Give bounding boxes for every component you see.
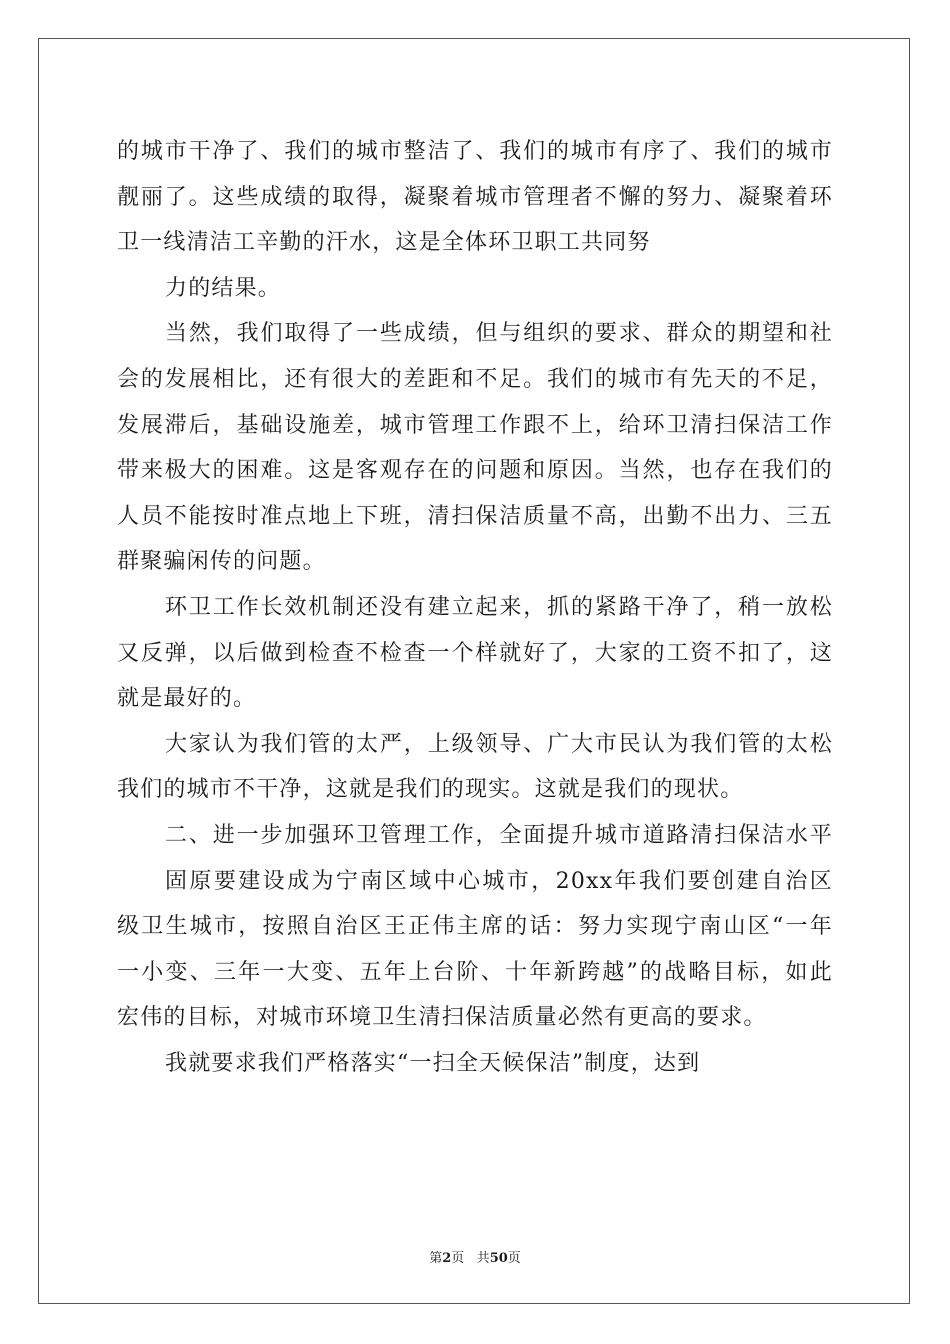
text-line: 力的结果。 [165, 275, 282, 301]
total-unit: 页 [507, 1251, 521, 1266]
text-line: 群聚骗闲传的问题。 [117, 549, 326, 575]
text-line: 又反弹，以后做到检查不检查一个样就好了，大家的工资不扣了，这 [117, 640, 833, 666]
text-line: 带来极大的困难。这是客观存在的问题和原因。当然，也存在我们的 [117, 458, 833, 484]
text-line: 一小变、三年一大变、五年上台阶、十年新跨越”的战略目标，如此 [117, 959, 833, 985]
text-line: 二、进一步加强环卫管理工作，全面提升城市道路清扫保洁水平 [165, 822, 833, 848]
text-line: 我就要求我们严格落实“一扫全天候保洁”制度，达到 [165, 1050, 701, 1076]
text-line: 卫一线清洁工辛勤的汗水，这是全体环卫职工共同努 [117, 230, 651, 256]
text-line: 当然，我们取得了一些成绩，但与组织的要求、群众的期望和社 [165, 321, 833, 347]
text-line: 我们的城市不干净，这就是我们的现实。这就是我们的现状。 [117, 777, 744, 803]
text-line: 环卫工作长效机制还没有建立起来，抓的紧路干净了，稍一放松 [165, 594, 833, 620]
text-line: 会的发展相比，还有很大的差距和不足。我们的城市有先天的不足， [117, 366, 833, 392]
page-footer [0, 1247, 950, 1266]
text-line: 发展滞后，基础设施差，城市管理工作跟不上，给环卫清扫保洁工作 [117, 412, 833, 438]
text-line: 级卫生城市，按照自治区王正伟主席的话：努力实现宁南山区“一年 [117, 914, 833, 940]
page-unit: 页 [451, 1251, 465, 1266]
text-line: 固原要建设成为宁南区域中心城市，20xx年我们要创建自治区 [165, 868, 833, 894]
page-total: 50 [489, 1251, 508, 1266]
text-line: 大家认为我们管的太严，上级领导、广大市民认为我们管的太松 [165, 731, 833, 757]
page-prefix: 第 [429, 1251, 443, 1266]
text-line: 靓丽了。这些成绩的取得，凝聚着城市管理者不懈的努力、凝聚着环 [117, 184, 833, 210]
text-line: 宏伟的目标，对城市环境卫生清扫保洁质量必然有更高的要求。 [117, 1005, 767, 1031]
text-line: 人员不能按时准点地上下班，清扫保洁质量不高，出勤不出力、三五 [117, 503, 833, 529]
page-number: 2 [442, 1251, 452, 1266]
text-line: 就是最好的。 [117, 686, 257, 712]
total-prefix: 共 [476, 1251, 490, 1266]
text-line: 的城市干净了、我们的城市整洁了、我们的城市有序了、我们的城市 [117, 139, 833, 164]
document-body [117, 129, 833, 1086]
